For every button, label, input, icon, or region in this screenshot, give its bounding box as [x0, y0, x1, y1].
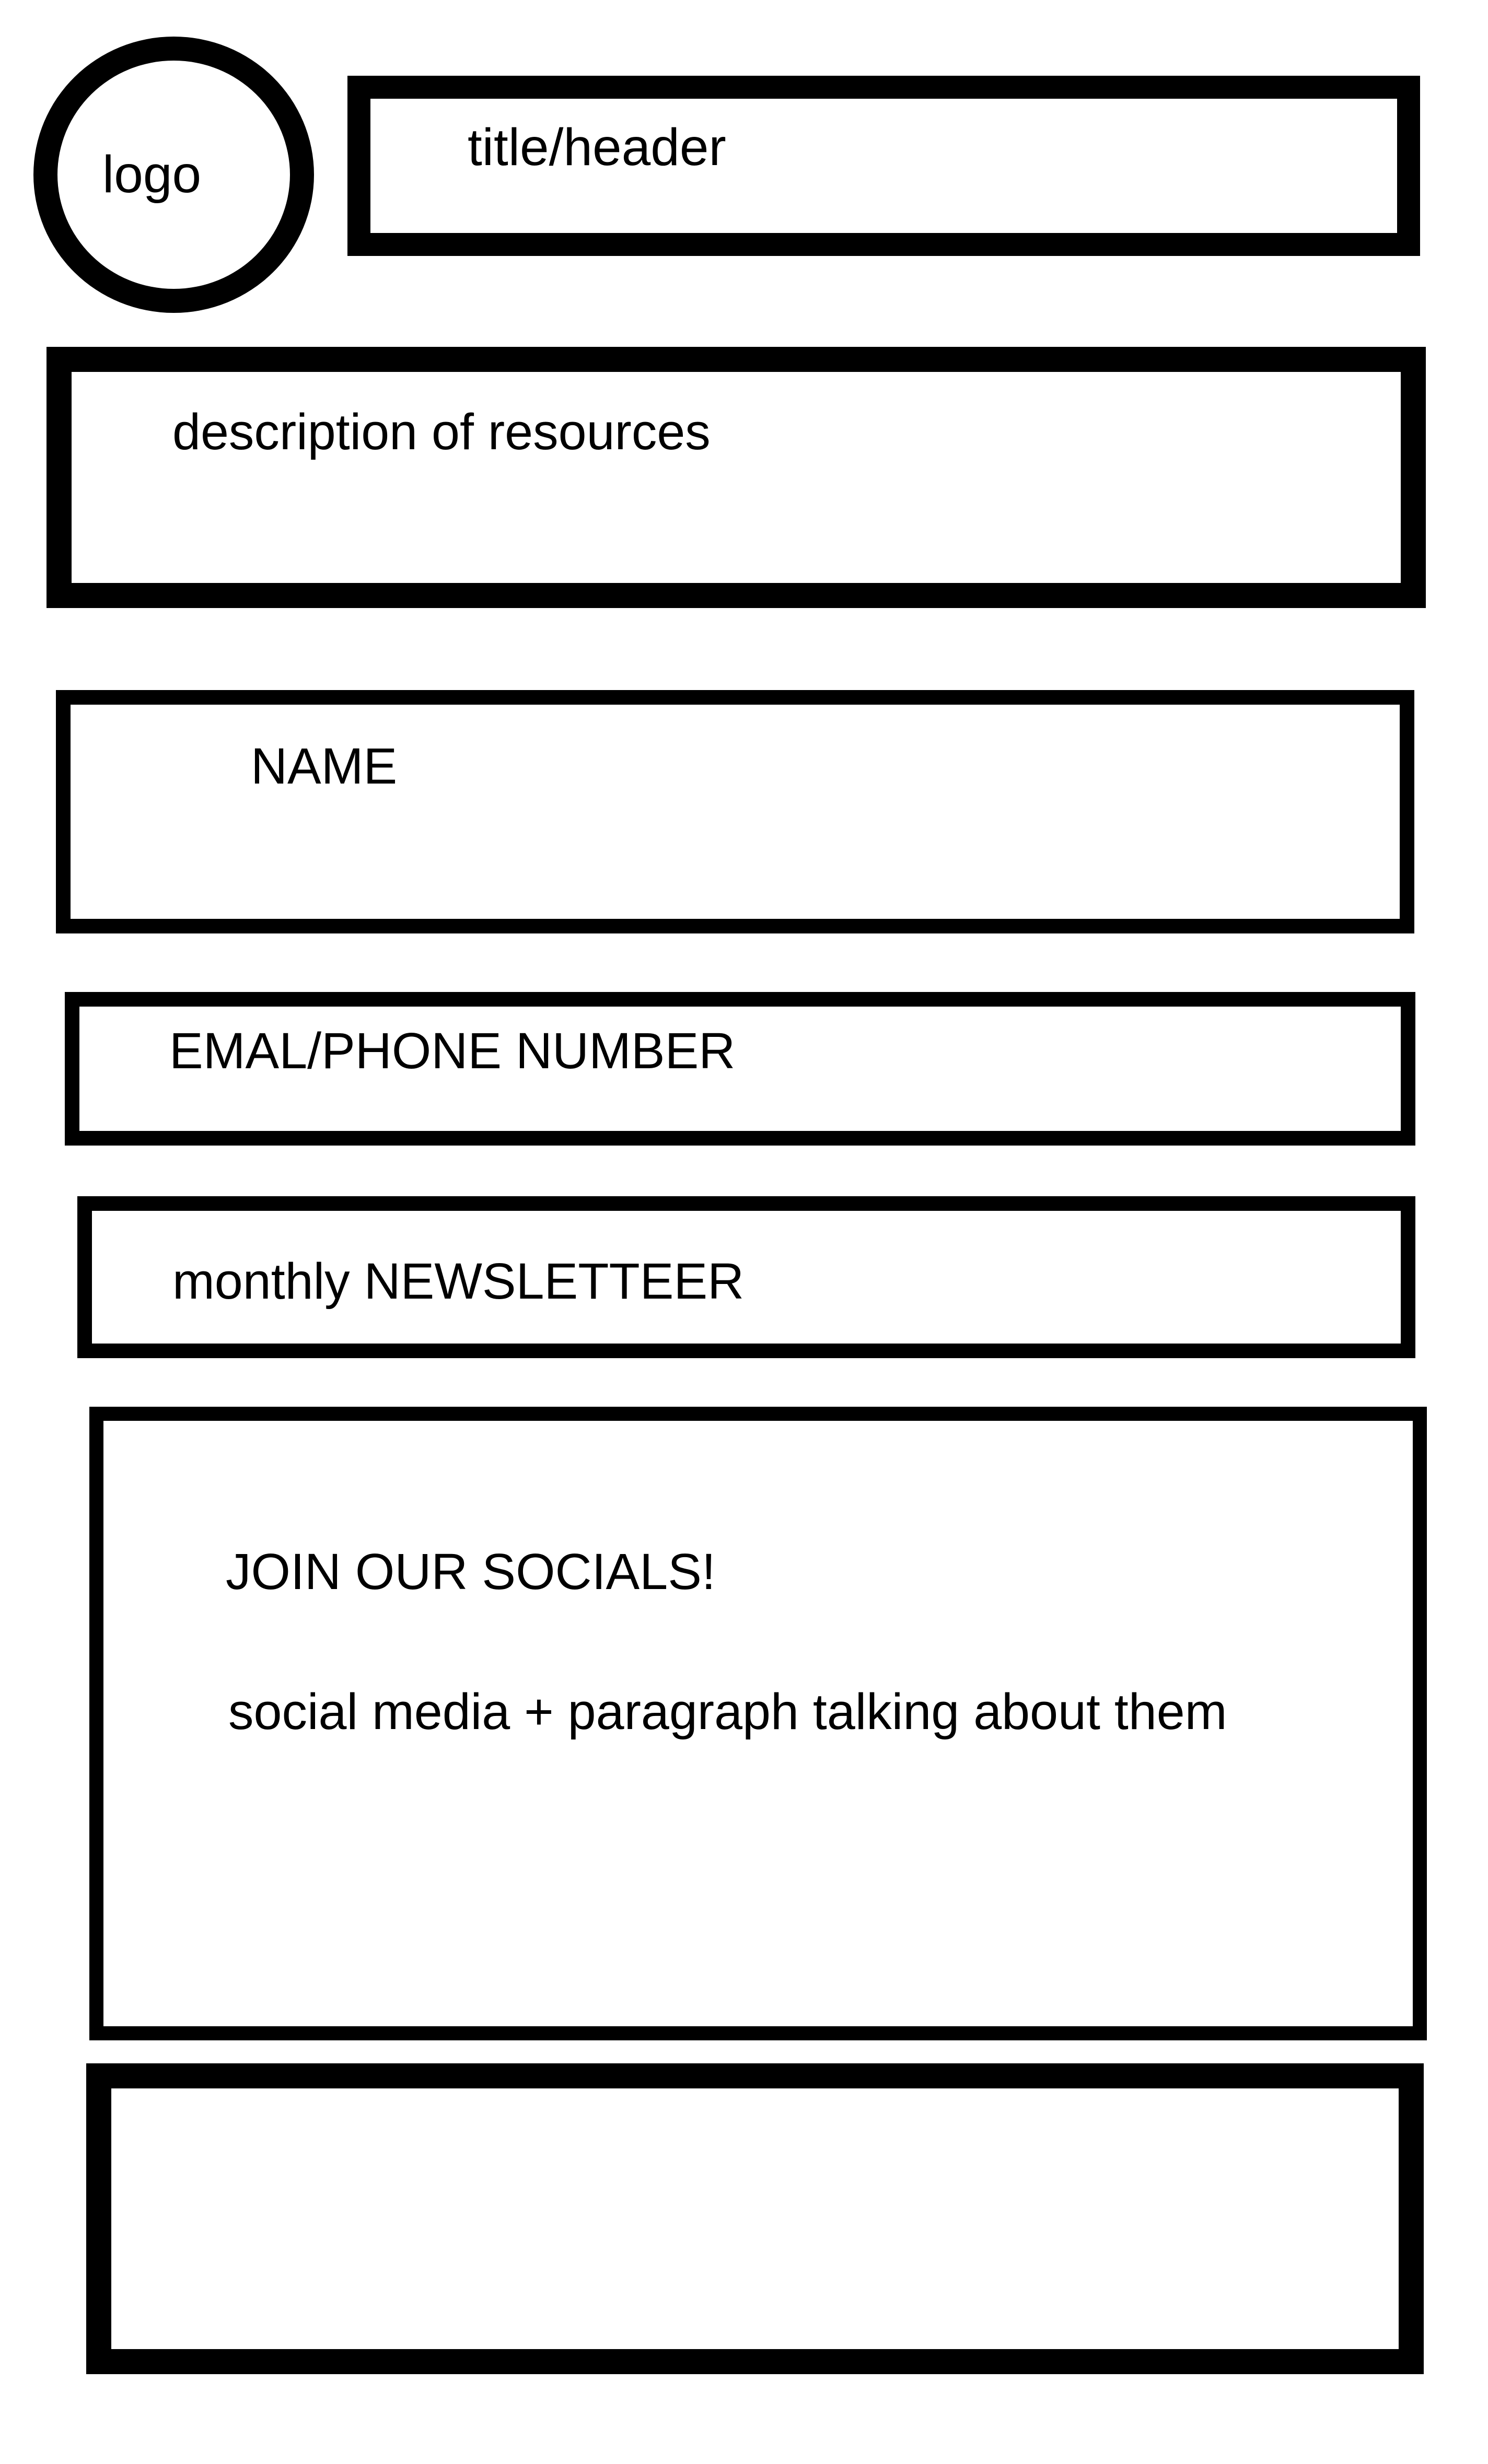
logo-label: logo	[102, 145, 202, 204]
description-label: description of resources	[172, 403, 711, 460]
newsletter-field-label: monthly NEWSLETTEER	[172, 1253, 745, 1310]
socials-body-text: social media + paragraph talking about them	[228, 1683, 1227, 1740]
description-box	[47, 347, 1426, 608]
email-phone-field-label: EMAL/PHONE NUMBER	[169, 1022, 736, 1079]
name-field-label: NAME	[251, 738, 398, 795]
socials-heading: JOIN OUR SOCIALS!	[226, 1543, 716, 1600]
empty-footer-box	[86, 2063, 1424, 2374]
name-field-box	[56, 690, 1414, 933]
title-header-label: title/header	[468, 118, 726, 177]
